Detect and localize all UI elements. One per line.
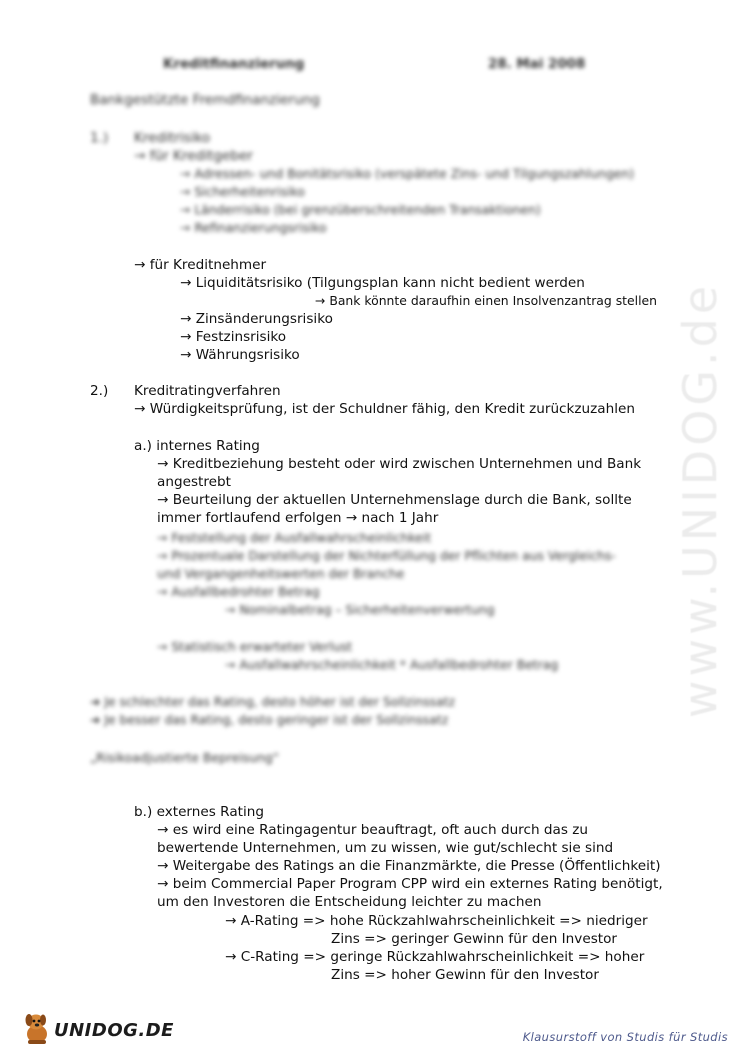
unidog-logo[interactable] — [22, 1010, 174, 1050]
document-title: Kreditfinanzierung — [163, 57, 305, 72]
external-rating-line: → beim Commercial Paper Program CPP wird ein externes Rating benötigt, — [157, 876, 663, 892]
document-date: 28. Mai 2008 — [488, 57, 586, 72]
section2-desc: → Würdigkeitsprüfung, ist der Schuldner fähig, den Kredit zurückzuzahlen — [134, 401, 635, 417]
rating-bullet: ➜ Je schlechter das Rating, desto höher ist der Sollzinssatz — [90, 694, 456, 709]
internal-rating-blurred: → Prozentuale Darstellung der Nichterfüllung der Pflichten aus Vergleichs- — [157, 548, 616, 563]
section1-number: 1.) — [90, 130, 109, 146]
external-rating-line: → es wird eine Ratingagentur beauftragt, oft auch durch das zu — [157, 822, 588, 838]
section1-festzins: → Festzinsrisiko — [180, 329, 287, 345]
external-rating-line: bewertende Unternehmen, um zu wissen, wie gut/schlecht sie sind — [157, 840, 614, 856]
internal-rating-blurred: → Statistisch erwarteter Verlust — [157, 639, 353, 654]
internal-rating-blurred: → Ausfallwahrscheinlichkeit * Ausfallbedrohter Betrag — [225, 657, 559, 672]
section1-title: Kreditrisiko — [134, 130, 211, 146]
external-rating-line: um den Investoren die Entscheidung leichter zu machen — [157, 894, 542, 910]
c-rating-line: Zins => hoher Gewinn für den Investor — [331, 967, 599, 983]
internal-rating-blurred: und Vergangenheitswerten der Branche — [157, 566, 405, 581]
internal-rating-blurred: → Feststellung der Ausfallwahrscheinlichkeit — [157, 530, 432, 545]
footer-slogan: Klausurstoff von Studis für Studis — [522, 1030, 728, 1044]
internal-rating-line: → Beurteilung der aktuellen Unternehmenslage durch die Bank, sollte — [157, 492, 632, 508]
section1-zinsaenderung: → Zinsänderungsrisiko — [180, 311, 333, 327]
section2-number: 2.) — [90, 383, 109, 399]
section1-glaeubiger-item: → Adressen- und Bonitätsrisiko (verspätete Zins- und Tilgungszahlungen) — [180, 166, 635, 181]
external-rating-title: b.) externes Rating — [134, 804, 264, 820]
watermark: www.UNIDOG.de — [673, 281, 727, 719]
internal-rating-line: immer fortlaufend erfolgen → nach 1 Jahr — [157, 510, 439, 526]
section1-liquiditaet: → Liquiditätsrisiko (Tilgungsplan kann nicht bedient werden — [180, 275, 585, 291]
internal-rating-line: → Kreditbeziehung besteht oder wird zwischen Unternehmen und Bank — [157, 456, 642, 472]
internal-rating-blurred: → Nominalbetrag – Sicherheitenverwertung — [225, 602, 495, 617]
rating-bullet: ➜ Je besser das Rating, desto geringer ist der Sollzinssatz — [90, 712, 449, 727]
section1-glaeubiger-item: → Refinanzierungsrisiko — [180, 220, 327, 235]
section1-glaeubiger-head: → für Kreditgeber — [134, 148, 253, 164]
section1-insolvenz: → Bank könnte daraufhin einen Insolvenzantrag stellen — [315, 293, 657, 308]
section1-waehrung: → Währungsrisiko — [180, 347, 300, 363]
internal-rating-blurred: → Ausfallbedrohter Betrag — [157, 584, 320, 599]
section1-nehmer-head: → für Kreditnehmer — [134, 257, 267, 273]
a-rating-line: Zins => geringer Gewinn für den Investor — [331, 931, 618, 947]
dog-mascot-icon — [22, 1010, 56, 1046]
section2-title: Kreditratingverfahren — [134, 383, 281, 399]
pricing-quote: „Risikoadjustierte Bepreisung“ — [90, 750, 280, 765]
section1-glaeubiger-item: → Länderrisiko (bei grenzüberschreitenden Transaktionen) — [180, 202, 541, 217]
a-rating-line: → A-Rating => hohe Rückzahlwahrscheinlichkeit => niedriger — [225, 913, 648, 929]
internal-rating-title: a.) internes Rating — [134, 438, 260, 454]
logo-text: UNIDOG.DE — [54, 1020, 174, 1041]
document-subtitle: Bankgestützte Fremdfinanzierung — [90, 92, 320, 108]
c-rating-line: → C-Rating => geringe Rückzahlwahrscheinlichkeit => hoher — [225, 949, 645, 965]
internal-rating-line: angestrebt — [157, 474, 231, 490]
external-rating-line: → Weitergabe des Ratings an die Finanzmärkte, die Presse (Öffentlichkeit) — [157, 858, 661, 874]
section1-glaeubiger-item: → Sicherheitenrisiko — [180, 184, 305, 199]
